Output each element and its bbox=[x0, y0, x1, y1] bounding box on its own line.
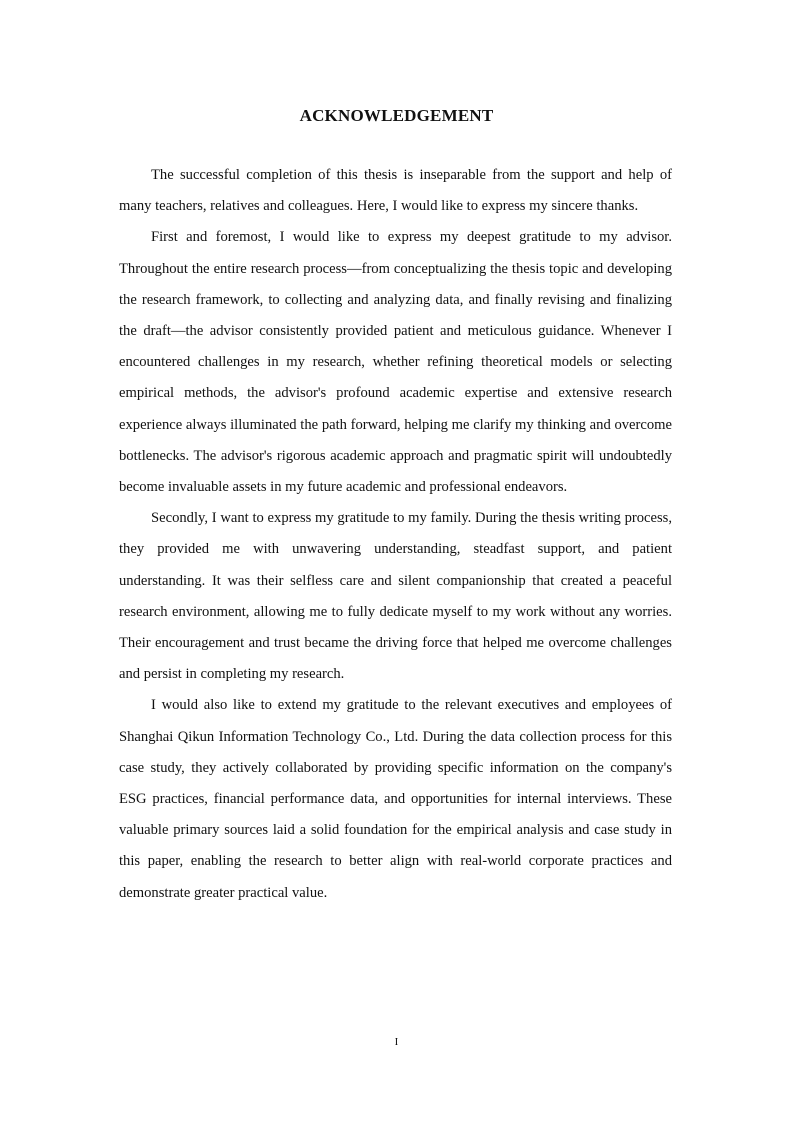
paragraph-advisor: First and foremost, I would like to express my deepest gratitude to my advisor. Throughout the entire research process—from conceptualizing the thesis topic and developing the research framework, to collecting and analyzing data, and finally revising and finalizing the draft—the advisor consistently provided patient and meticulous guidance. Whenever I encountered challenges in my research, whether refining theoretical models or selecting empirical methods, the advisor's profound academic expertise and extensive research experience always illuminated the path forward, helping me clarify my thinking and overcome bottlenecks. The advisor's rigorous academic approach and pragmatic spirit will undoubtedly become invaluable assets in my future academic and professional endeavors. bbox=[119, 229, 672, 496]
page-title: ACKNOWLEDGEMENT bbox=[299, 106, 494, 125]
paragraph-family: Secondly, I want to express my gratitude to my family. During the thesis writing process, they provided me with unwavering understanding, steadfast support, and patient understanding. It was their selfless care and silent companionship that created a peaceful research environment, allowing me to fully dedicate myself to my work without any worries. Their encouragement and trust became the driving force that helped me overcome challenges and persist in completing my research. bbox=[119, 510, 672, 683]
page-number: I bbox=[394, 1036, 399, 1048]
acknowledgement-body bbox=[119, 160, 672, 909]
paragraph-company: I would also like to extend my gratitude to the relevant executives and employees of Shanghai Qikun Information Technology Co., Ltd. During the data collection process for this case study, they actively collaborated by providing specific information on the company's ESG practices, financial performance data, and opportunities for internal interviews. These valuable primary sources laid a solid foundation for the empirical analysis and case study in this paper, enabling the research to better align with real-world corporate practices and demonstrate greater practical value. bbox=[119, 697, 672, 901]
paragraph-intro: The successful completion of this thesis is inseparable from the support and help of many teachers, relatives and colleagues. Here, I would like to express my sincere thanks. bbox=[119, 167, 672, 215]
